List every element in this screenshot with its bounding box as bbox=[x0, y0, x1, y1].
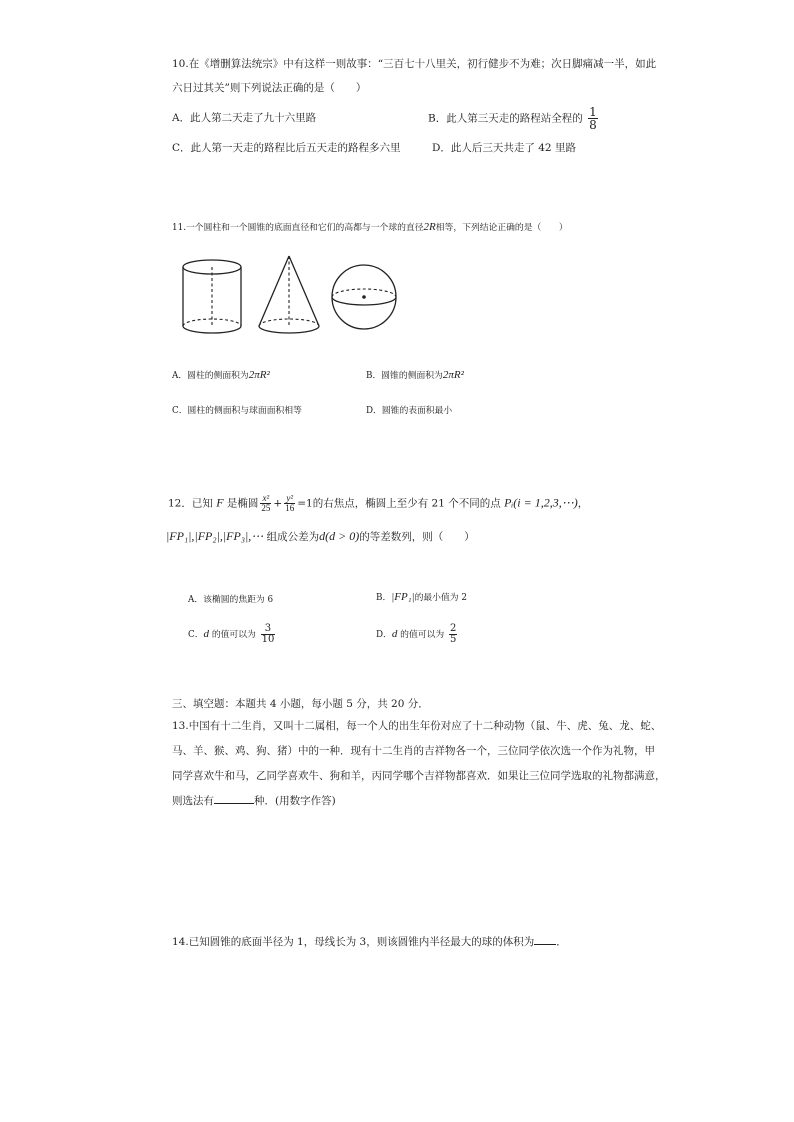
q14-text bbox=[172, 930, 567, 955]
q12-option-b-expression: |FP₁| bbox=[391, 591, 415, 603]
q11-option-a-text: A．圆柱的侧面积为 bbox=[172, 371, 249, 381]
q12-option-d-label: D． bbox=[376, 630, 392, 640]
q12-text-d: ， bbox=[577, 497, 589, 510]
q13-answer-blank bbox=[214, 803, 254, 804]
q12-option-b-text: 的最小值为 2 bbox=[414, 593, 467, 603]
q11-stem-text-b: 相等，下列结论正确的是（ ） bbox=[435, 223, 568, 233]
q11-stem-text-a: 11.一个圆柱和一个圆锥的底面直径和它们的高都与一个球的直径 bbox=[172, 223, 424, 233]
q13-line4-text-a: 则选法有 bbox=[172, 795, 214, 807]
q12-text-b: 是椭圆 bbox=[226, 497, 259, 510]
section-3-heading: 三、填空题：本题共 4 小题，每小题 5 分，共 20 分． bbox=[172, 698, 429, 710]
q12-sequence-expression: |FP₁|,|FP₂|,|FP₃|,⋯ bbox=[166, 529, 264, 543]
q12-option-b-label: B． bbox=[376, 593, 392, 603]
q10-option-d: D．此人后三天共走了 42 里路 bbox=[432, 142, 576, 154]
cone-diagram bbox=[259, 256, 319, 333]
q11-stem bbox=[172, 220, 568, 233]
q12-stem-line2 bbox=[166, 524, 475, 550]
q12-common-difference: d(d > 0) bbox=[319, 529, 360, 543]
q12-option-c-denominator: 10 bbox=[261, 634, 275, 645]
q12-ellipse-y-term bbox=[284, 494, 295, 513]
q12-text-a: 12．已知 bbox=[168, 497, 213, 510]
q12-option-b bbox=[376, 590, 467, 603]
q11-stem-expression: 2R bbox=[423, 221, 436, 233]
q10-option-c: C．此人第一天走的路程比后五天走的路程多六里 bbox=[172, 142, 401, 154]
q11-option-b-text: B．圆锥的侧面积为 bbox=[366, 371, 443, 381]
q12-x-numerator: x² bbox=[260, 494, 271, 504]
q12-focus-symbol: F bbox=[216, 495, 224, 510]
q10-option-b-text: B．此人第三天走的路程站全程的 bbox=[428, 112, 583, 125]
q13-line4 bbox=[172, 789, 336, 814]
q10-option-a: A．此人第二天走了九十六里路 bbox=[172, 112, 317, 124]
q11-option-d: D．圆锥的表面积最小 bbox=[366, 406, 453, 416]
q12-option-d-d-symbol: d bbox=[391, 628, 398, 640]
q12-option-c-d-symbol: d bbox=[203, 628, 210, 640]
q11-option-a-expression: 2πR² bbox=[248, 369, 270, 381]
q11-option-a bbox=[172, 368, 270, 381]
q12-option-c bbox=[188, 624, 277, 645]
q12-option-c-numerator: 3 bbox=[261, 624, 276, 635]
cylinder-diagram bbox=[183, 260, 241, 333]
q10-stem-line2: 六日过其关”则下列说法正确的是（ ） bbox=[172, 82, 367, 94]
q10-fraction-numerator: 1 bbox=[589, 105, 597, 119]
q13-line4-text-b: 种．(用数字作答) bbox=[254, 795, 336, 807]
q12-option-a: A．该椭圆的焦距为 6 bbox=[188, 595, 274, 605]
q12-text-c: =1的右焦点，椭圆上至少有 21 个不同的点 bbox=[297, 497, 501, 510]
q12-option-d-numerator: 2 bbox=[449, 623, 457, 634]
q13-line3: 同学喜欢牛和马，乙同学喜欢牛、狗和羊，丙同学哪个吉祥物都喜欢．如果让三位同学选取的礼物都满意， bbox=[172, 770, 666, 782]
sphere-diagram bbox=[332, 265, 396, 329]
q12-plus-sign: + bbox=[273, 497, 283, 510]
q12-ellipse-x-term bbox=[260, 494, 271, 513]
q12-option-d-text: 的值可以为 bbox=[400, 630, 445, 640]
q14-answer-blank bbox=[534, 944, 556, 945]
q12-option-d-denominator: 5 bbox=[449, 634, 457, 645]
q13-line1: 13.中国有十二生肖，又叫十二属相，每一个人的出生年份对应了十二种动物（鼠、牛、虎、兔、龙、蛇、 bbox=[172, 720, 662, 732]
q10-option-b bbox=[428, 106, 600, 131]
q12-points-expression: Pᵢ(i = 1,2,3,⋯) bbox=[504, 495, 578, 510]
q11-option-c: C．圆柱的侧面积与球面面积相等 bbox=[172, 406, 302, 416]
q14-text-b: ． bbox=[556, 936, 567, 948]
q10-fraction-denominator: 8 bbox=[589, 118, 597, 132]
q11-option-b bbox=[366, 368, 464, 381]
q14-text-a: 14.已知圆锥的底面半径为 1，母线长为 3，则该圆锥内半径最大的球的体积为 bbox=[172, 936, 535, 948]
q12-x-denominator: 25 bbox=[261, 503, 271, 513]
q10-option-b-fraction bbox=[588, 106, 598, 131]
q12-text-e: 组成公差为 bbox=[266, 531, 320, 543]
q12-option-d bbox=[376, 624, 459, 645]
q11-option-b-expression: 2πR² bbox=[442, 369, 464, 381]
q10-stem-line1: 10.在《增删算法统宗》中有这样一则故事：“三百七十八里关，初行健步不为难；次日脚痛减一半，如此 bbox=[172, 58, 657, 70]
q12-option-c-text: 的值可以为 bbox=[211, 630, 256, 640]
q12-option-d-fraction bbox=[449, 624, 457, 645]
q11-solids-figure bbox=[176, 250, 412, 344]
q12-option-c-label: C． bbox=[188, 630, 204, 640]
q12-y-denominator: 16 bbox=[285, 503, 295, 513]
q12-y-numerator: y² bbox=[284, 494, 295, 504]
q12-stem-line1 bbox=[168, 494, 588, 513]
q13-line2: 马、羊、猴、鸡、狗、猪）中的一种．现有十二生肖的吉祥物各一个，三位同学依次选一个作为礼物，甲 bbox=[172, 745, 655, 757]
q12-text-f: 的等差数列，则（ ） bbox=[359, 531, 475, 543]
q12-option-c-fraction bbox=[261, 624, 276, 645]
